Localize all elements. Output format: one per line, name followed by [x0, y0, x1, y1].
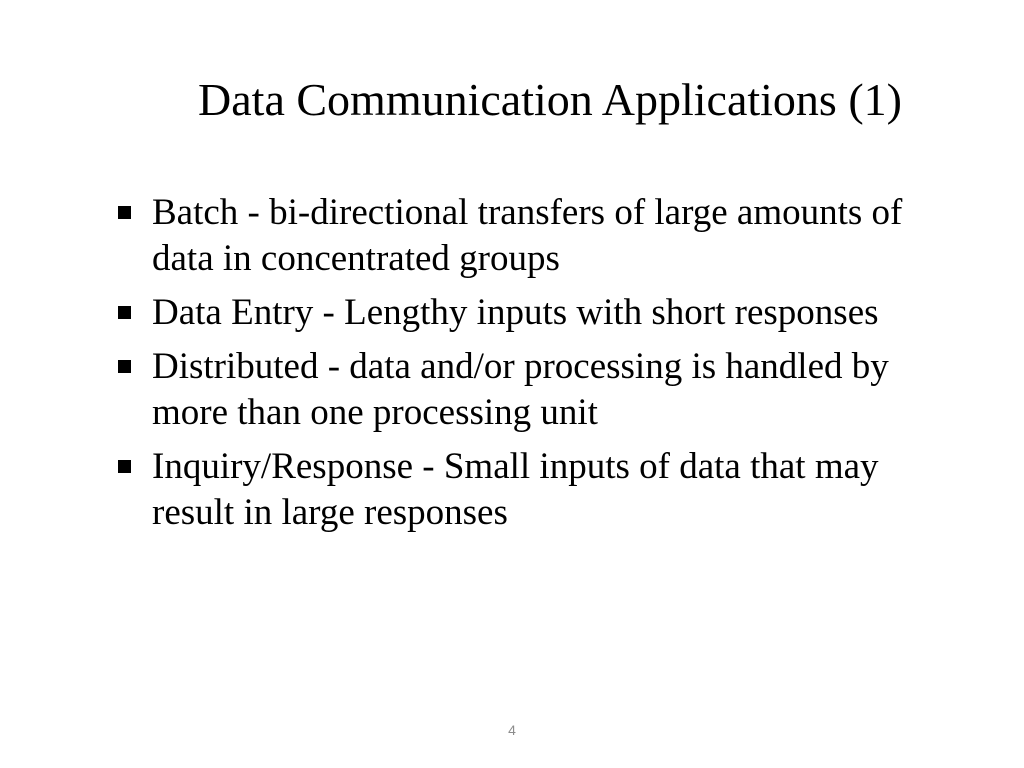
- bullet-text: Distributed - data and/or processing is handled by more than one processing unit: [152, 346, 889, 433]
- bullet-text: Batch - bi-directional transfers of large amounts of data in concentrated groups: [152, 192, 903, 279]
- list-item: [110, 290, 940, 336]
- slide-title: Data Communication Applications (1): [198, 74, 902, 125]
- square-bullet-icon: [118, 206, 131, 219]
- list-item: [110, 190, 940, 282]
- list-item: [110, 344, 940, 436]
- bullet-text: Inquiry/Response - Small inputs of data that may result in large responses: [152, 446, 879, 533]
- bullet-list: [110, 190, 940, 544]
- list-item: [110, 444, 940, 536]
- square-bullet-icon: [118, 306, 131, 319]
- bullet-text: Data Entry - Lengthy inputs with short responses: [152, 292, 879, 333]
- page-number: 4: [508, 722, 516, 738]
- square-bullet-icon: [118, 460, 131, 473]
- square-bullet-icon: [118, 360, 131, 373]
